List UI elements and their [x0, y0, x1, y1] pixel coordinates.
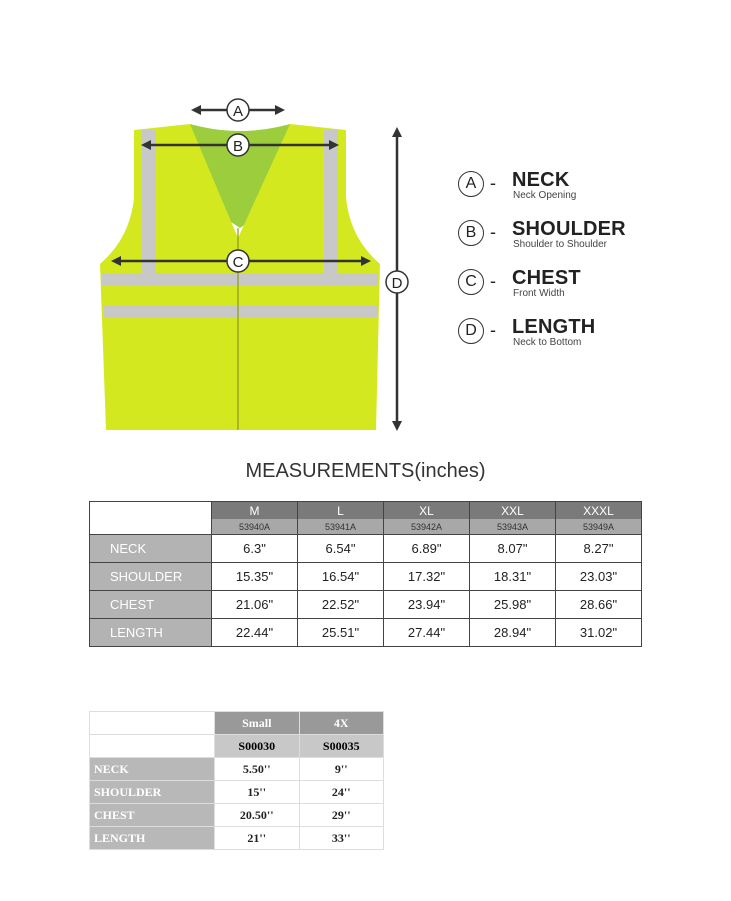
legend-sub: Neck Opening	[513, 190, 577, 201]
table-cell: 17.32"	[384, 563, 470, 591]
small-4x-table	[89, 711, 384, 850]
table-cell: 22.52"	[298, 591, 384, 619]
table-cell: 6.54"	[298, 535, 384, 563]
table-cell: 8.07"	[470, 535, 556, 563]
code-header: 53949A	[556, 519, 642, 535]
legend-term: LENGTH	[512, 316, 596, 338]
table-header-size-row	[90, 502, 642, 520]
legend-dash: -	[490, 271, 496, 291]
legend-term: NECK	[512, 169, 570, 191]
length-letter: D	[391, 275, 403, 292]
table-corner	[90, 502, 212, 535]
table-row	[90, 781, 384, 804]
table-cell: 23.94"	[384, 591, 470, 619]
table-corner	[90, 735, 215, 758]
legend-letter: C	[458, 269, 484, 295]
legend-dash: -	[490, 222, 496, 242]
table-cell: 18.31"	[470, 563, 556, 591]
legend-sub: Neck to Bottom	[513, 337, 582, 348]
legend-letter: A	[458, 171, 484, 197]
table-cell: 15''	[215, 781, 300, 804]
table-cell: 25.51"	[298, 619, 384, 647]
table-cell: 31.02"	[556, 619, 642, 647]
table-cell: 8.27"	[556, 535, 642, 563]
size-header: XL	[384, 502, 470, 520]
table-cell: 21.06"	[212, 591, 298, 619]
legend-dash: -	[490, 320, 496, 340]
table-cell: 28.94"	[470, 619, 556, 647]
table-cell: 24''	[299, 781, 384, 804]
table-cell: 25.98"	[470, 591, 556, 619]
legend-term: SHOULDER	[512, 218, 626, 240]
table-corner	[90, 712, 215, 735]
vest-diagram	[90, 88, 420, 438]
legend-dash: -	[490, 173, 496, 193]
neck-letter: A	[232, 103, 244, 120]
table-row	[90, 827, 384, 850]
code-header: 53943A	[470, 519, 556, 535]
row-label: LENGTH	[90, 619, 212, 647]
table-header-code-row	[90, 735, 384, 758]
table-cell: 6.89"	[384, 535, 470, 563]
row-label: SHOULDER	[90, 781, 215, 804]
row-label: NECK	[90, 758, 215, 781]
legend-term: CHEST	[512, 267, 581, 289]
row-label: NECK	[90, 535, 212, 563]
vest-stripe-right	[324, 130, 338, 278]
table-cell: 27.44"	[384, 619, 470, 647]
vest-stripe-left	[142, 130, 156, 278]
row-label: CHEST	[90, 591, 212, 619]
table-cell: 33''	[299, 827, 384, 850]
table-cell: 16.54"	[298, 563, 384, 591]
size-header: M	[212, 502, 298, 520]
table-row	[90, 619, 642, 647]
code-header: 53942A	[384, 519, 470, 535]
table-header-size-row	[90, 712, 384, 735]
table-cell: 6.3"	[212, 535, 298, 563]
row-label: LENGTH	[90, 827, 215, 850]
size-header: L	[298, 502, 384, 520]
measurements-title: MEASUREMENTS(inches)	[245, 460, 486, 482]
vest-stripe-lower	[104, 305, 378, 318]
table-row	[90, 804, 384, 827]
size-header: XXXL	[556, 502, 642, 520]
table-row	[90, 535, 642, 563]
table-cell: 15.35"	[212, 563, 298, 591]
code-header: 53940A	[212, 519, 298, 535]
size-header: XXL	[470, 502, 556, 520]
table-cell: 23.03"	[556, 563, 642, 591]
legend-sub: Front Width	[513, 288, 565, 299]
shoulder-letter: B	[232, 138, 244, 155]
table-cell: 21''	[215, 827, 300, 850]
vest-stripe-upper	[102, 273, 378, 286]
row-label: SHOULDER	[90, 563, 212, 591]
table-cell: 9''	[299, 758, 384, 781]
table-cell: 22.44"	[212, 619, 298, 647]
table-cell: 28.66"	[556, 591, 642, 619]
code-header: 53941A	[298, 519, 384, 535]
code-header: S00030	[215, 735, 300, 758]
measurements-table	[89, 501, 642, 647]
table-row	[90, 563, 642, 591]
size-header: Small	[215, 712, 300, 735]
table-cell: 20.50''	[215, 804, 300, 827]
table-row	[90, 758, 384, 781]
legend-letter: D	[458, 318, 484, 344]
table-row	[90, 591, 642, 619]
code-header: S00035	[299, 735, 384, 758]
row-label: CHEST	[90, 804, 215, 827]
table-cell: 29''	[299, 804, 384, 827]
legend-letter: B	[458, 220, 484, 246]
legend-sub: Shoulder to Shoulder	[513, 239, 607, 250]
size-header: 4X	[299, 712, 384, 735]
chest-letter: C	[232, 254, 244, 271]
table-cell: 5.50''	[215, 758, 300, 781]
